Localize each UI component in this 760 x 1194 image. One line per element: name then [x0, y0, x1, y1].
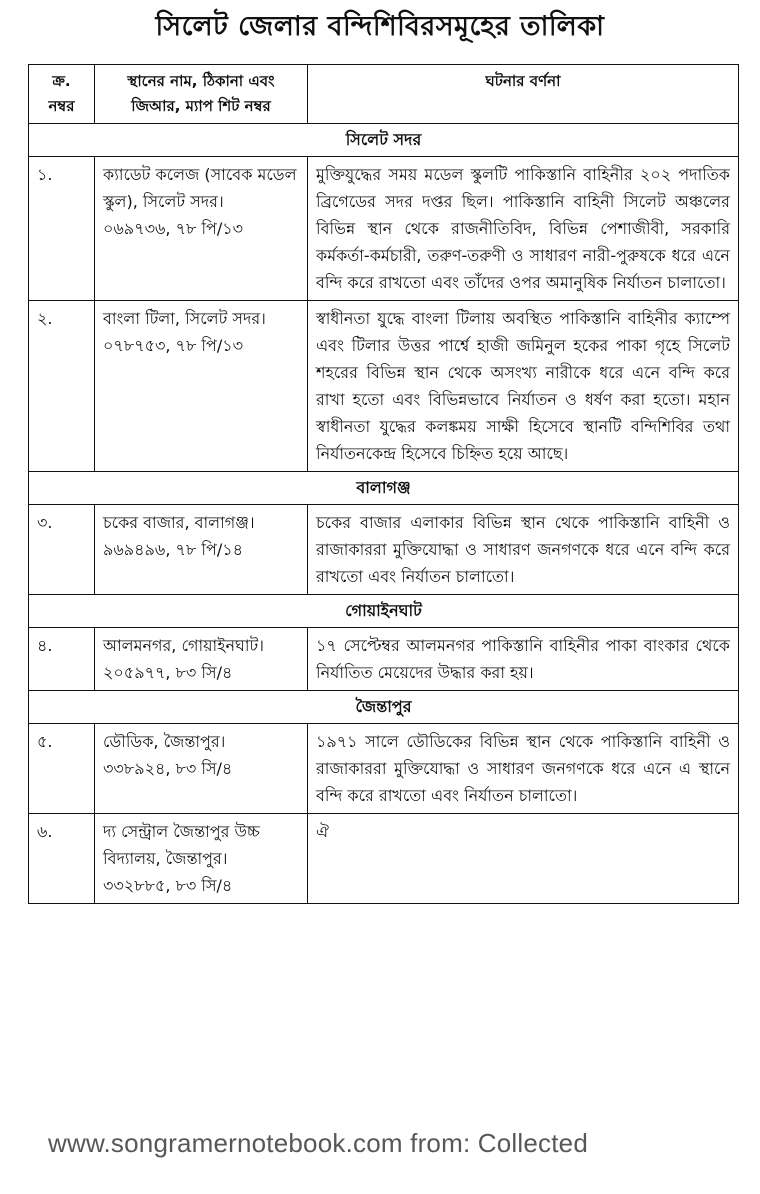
header-place: স্থানের নাম, ঠিকানা এবং জিআর, ম্যাপ শিট নম্বর: [95, 65, 308, 124]
place-name: ডৌডিক, জৈন্তাপুর।: [103, 732, 226, 751]
place-cell: [95, 301, 308, 472]
event-description: ১৯৭১ সালে ডৌডিকের বিভিন্ন স্থান থেকে পাকিস্তানি বাহিনী ও রাজাকাররা মুক্তিযোদ্ধা ও সাধারণ জনগণকে ধরে এনে এ স্থানে বন্দি করে রাখতো এবং নির্যাতন চালাতো।: [308, 724, 739, 814]
row-number: ৩.: [29, 505, 95, 595]
grid-reference: ৯৬৯৪৯৬, ৭৮ পি/১৪: [103, 540, 243, 559]
section-row: [29, 124, 739, 157]
grid-reference: ০৬৯৭৩৬, ৭৮ পি/১৩: [103, 219, 244, 238]
row-number: ৪.: [29, 628, 95, 691]
table-header-row: [29, 65, 739, 124]
event-description: স্বাধীনতা যুদ্ধে বাংলা টিলায় অবস্থিত পাকিস্তানি বাহিনীর ক্যাম্পে এবং টিলার উত্তর পার্শ্বে হাজী জমিনুল হকের পাকা গৃহে সিলেট শহরের বিভিন্ন স্থান থেকে অসংখ্য নারীকে ধরে এনে বন্দি করে রাখা হতো এবং বিভিন্নভাবে নির্যাতন ও ধর্ষণ করা হতো। মহান স্বাধীনতা যুদ্ধের কলঙ্কময় সাক্ষী হিসেবে স্থানটি বন্দিশিবির তথা নির্যাতনকেন্দ্র হিসেবে চিহ্নিত হয়ে আছে।: [308, 301, 739, 472]
place-name: চকের বাজার, বালাগঞ্জ।: [103, 513, 255, 532]
place-cell: [95, 628, 308, 691]
header-number: ক্র. নম্বর: [29, 65, 95, 124]
place-cell: [95, 814, 308, 904]
grid-reference: ৩৩২৮৮৫, ৮৩ সি/৪: [103, 876, 233, 895]
event-description: মুক্তিযুদ্ধের সময় মডেল স্কুলটি পাকিস্তানি বাহিনীর ২০২ পদাতিক ব্রিগেডের সদর দপ্তর ছিল। পাকিস্তানি বাহিনী সিলেট অঞ্চলের বিভিন্ন স্থান থেকে রাজনীতিবিদ, বিভিন্ন পেশাজীবী, সরকারি কর্মকর্তা-কর্মচারী, তরুণ-তরুণী ও সাধারণ নারী-পুরুষকে ধরে এনে বন্দি করে রাখতো এবং তাঁদের ওপর অমানুষিক নির্যাতন চালাতো।: [308, 157, 739, 301]
table-row: [29, 505, 739, 595]
section-title-gowainghat: গোয়াইনঘাট: [29, 595, 739, 628]
place-cell: [95, 724, 308, 814]
place-cell: [95, 505, 308, 595]
section-row: [29, 472, 739, 505]
grid-reference: ২০৫৯৭৭, ৮৩ সি/৪: [103, 663, 233, 682]
table-row: [29, 814, 739, 904]
place-name: বাংলা টিলা, সিলেট সদর।: [103, 309, 266, 328]
place-name: দ্য সেন্ট্রাল জৈন্তাপুর উচ্চ বিদ্যালয়, জৈন্তাপুর।: [103, 822, 260, 868]
event-description: ঐ: [308, 814, 739, 904]
row-number: ১.: [29, 157, 95, 301]
page-title: সিলেট জেলার বন্দিশিবিরসমূহের তালিকা: [155, 11, 605, 42]
event-description: ১৭ সেপ্টেম্বর আলমনগর পাকিস্তানি বাহিনীর পাকা বাংকার থেকে নির্যাতিত মেয়েদের উদ্ধার করা হয়।: [308, 628, 739, 691]
grid-reference: ০৭৮৭৫৩, ৭৮ পি/১৩: [103, 336, 244, 355]
section-title-jaintapur: জৈন্তাপুর: [29, 691, 739, 724]
table-row: [29, 628, 739, 691]
section-title-balaganj: বালাগঞ্জ: [29, 472, 739, 505]
table-row: [29, 301, 739, 472]
table-row: [29, 724, 739, 814]
table-row: [29, 157, 739, 301]
header-description: ঘটনার বর্ণনা: [308, 65, 739, 124]
section-title-sylhet-sadar: সিলেট সদর: [29, 124, 739, 157]
watermark-text: www.songramernotebook.com from: Collected: [48, 1128, 588, 1158]
grid-reference: ৩৩৮৯২৪, ৮৩ সি/৪: [103, 759, 233, 778]
row-number: ৬.: [29, 814, 95, 904]
row-number: ৫.: [29, 724, 95, 814]
place-name: ক্যাডেট কলেজ (সাবেক মডেল স্কুল), সিলেট সদর।: [103, 165, 297, 211]
section-row: [29, 691, 739, 724]
event-description: চকের বাজার এলাকার বিভিন্ন স্থান থেকে পাকিস্তানি বাহিনী ও রাজাকাররা মুক্তিযোদ্ধা ও সাধারণ জনগণকে ধরে এনে বন্দি করে রাখতো এবং নির্যাতন চালাতো।: [308, 505, 739, 595]
detention-camps-table: [28, 64, 739, 904]
section-row: [29, 595, 739, 628]
row-number: ২.: [29, 301, 95, 472]
place-name: আলমনগর, গোয়াইনঘাট।: [103, 636, 264, 655]
place-cell: [95, 157, 308, 301]
